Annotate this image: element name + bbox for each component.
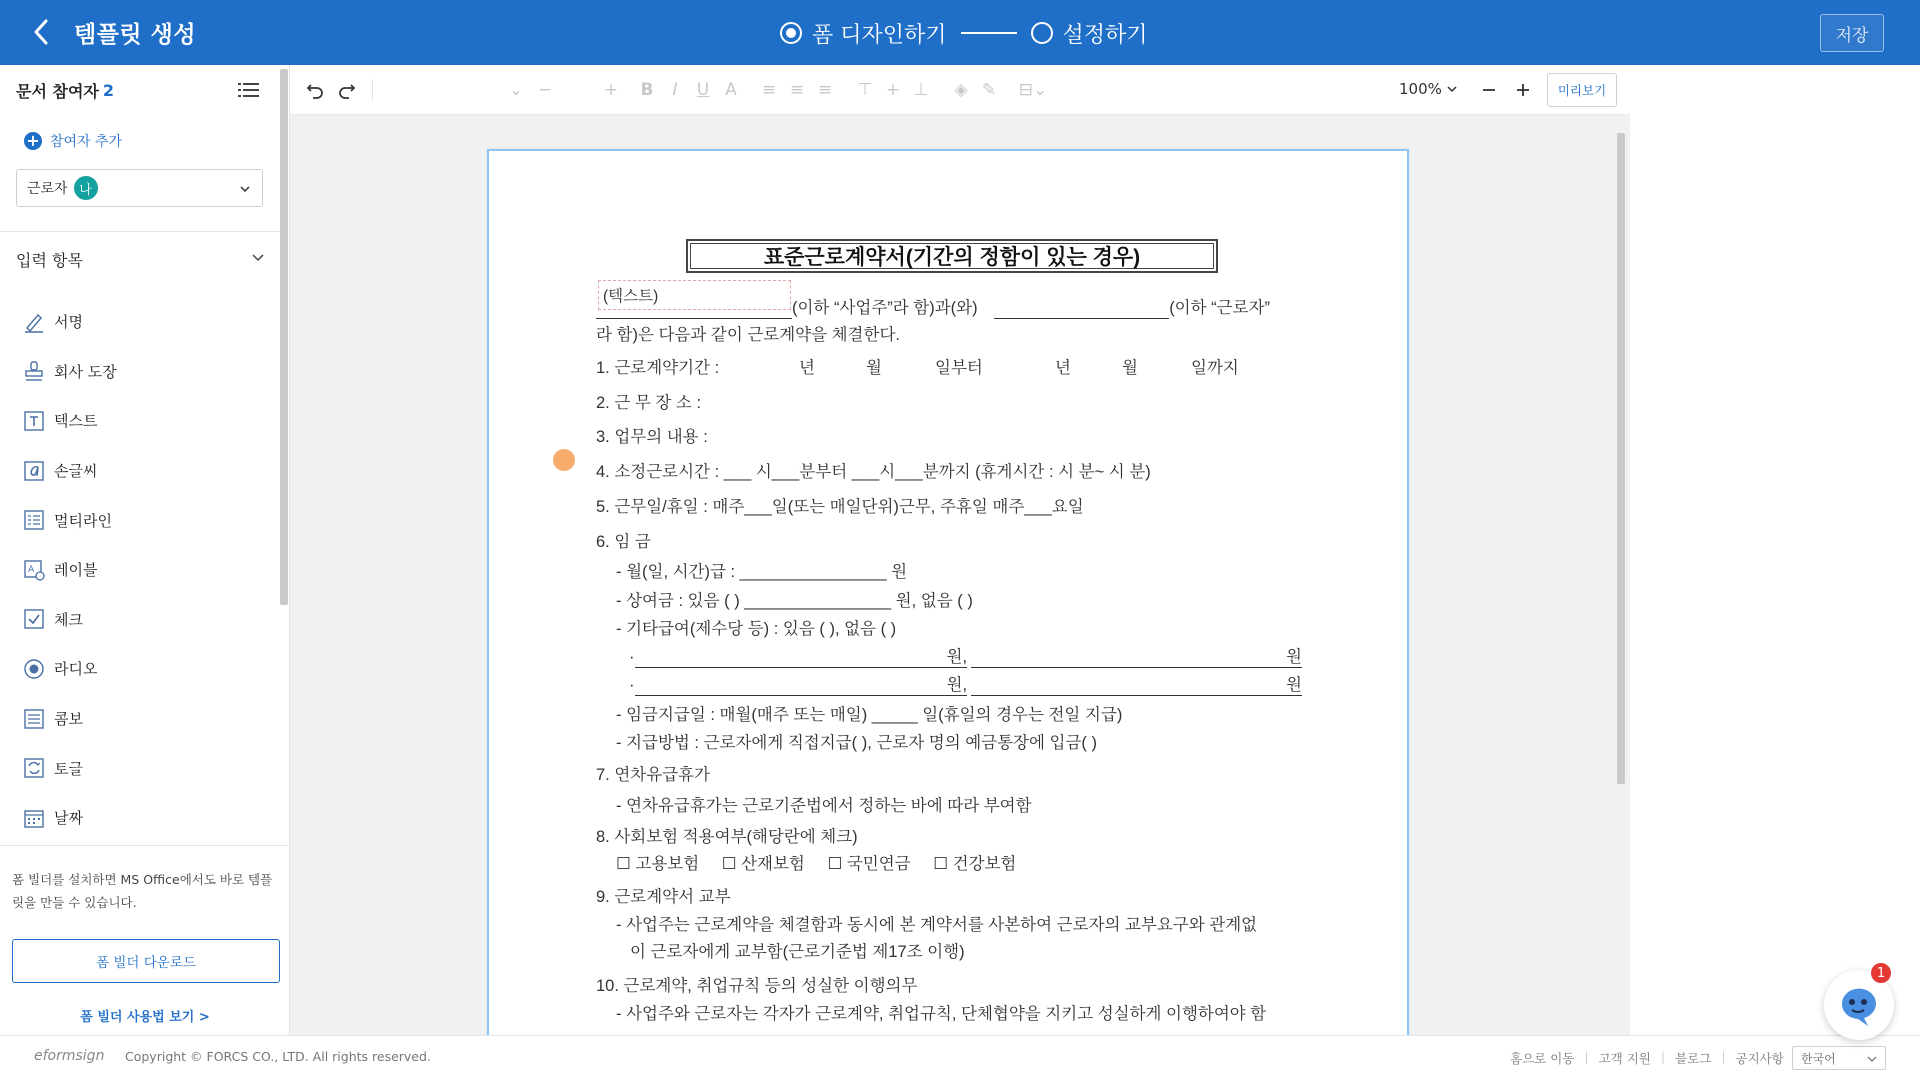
editor-toolbar	[290, 65, 1630, 115]
canvas-scrollbar[interactable]	[1616, 123, 1626, 1033]
item-text: 일까지	[1191, 359, 1239, 377]
item-7: 7. 연차유급휴가	[596, 766, 710, 784]
radio-selected-icon	[780, 22, 802, 44]
item-4: 4. 소정근로시간 : ___ 시___분부터 ___시___분까지 (휴게시간 : 시 분~ 시 분)	[596, 463, 1151, 481]
text-input-field[interactable]: (텍스트)	[598, 280, 791, 310]
chevron-down-icon	[1446, 84, 1458, 94]
field-label-item[interactable]	[22, 545, 117, 595]
divider	[0, 231, 280, 232]
item-text: 월	[866, 359, 882, 377]
intro-line-1	[596, 294, 1270, 319]
intro-text: (이하 “사업주”라 함)과(와)	[792, 299, 978, 317]
document-canvas	[290, 115, 1630, 1035]
form-builder-usage-link[interactable]: 폼 빌더 사용법 보기 >	[80, 1010, 210, 1025]
field-checkbox[interactable]	[22, 595, 117, 645]
item-5: 5. 근무일/휴일 : 매주___일(또는 매일단위)근무, 주휴일 매주___요일	[596, 498, 1084, 516]
field-label: 서명	[54, 313, 83, 332]
field-multiline[interactable]	[22, 495, 117, 545]
step-label: 설정하기	[1062, 22, 1148, 48]
stamp-icon	[22, 359, 46, 383]
add-participant-label: 참여자 추가	[50, 134, 123, 150]
add-participant-button[interactable]	[24, 131, 122, 151]
field-company-stamp[interactable]	[22, 347, 117, 397]
font-size-increase-icon[interactable]: +	[603, 80, 619, 100]
field-label: 레이블	[54, 561, 98, 580]
font-size-decrease-icon[interactable]: −	[537, 80, 553, 100]
label-icon	[22, 558, 46, 582]
preview-button[interactable]: 미리보기	[1547, 73, 1617, 107]
field-label: 회사 도장	[54, 362, 117, 381]
underline-icon[interactable]: U	[696, 80, 710, 100]
valign-middle-icon[interactable]: +	[885, 80, 901, 100]
field-radio[interactable]	[22, 644, 117, 694]
zoom-in-icon[interactable]	[1512, 79, 1534, 101]
step-label: 폼 디자인하기	[812, 22, 947, 48]
item-10-a: - 사업주와 근로자는 각자가 근로계약, 취업규칙, 단체협약을 지키고 성실하게 이행하여야 함	[616, 1005, 1267, 1023]
list-view-icon[interactable]	[238, 81, 260, 99]
undo-icon[interactable]	[304, 79, 326, 101]
item-1	[596, 354, 719, 378]
zoom-out-icon[interactable]	[1478, 79, 1500, 101]
item-text: 년	[799, 359, 815, 377]
item-6: 6. 임 금	[596, 533, 651, 551]
fill-color-icon[interactable]: ◈	[954, 80, 968, 100]
toolbar-separator	[372, 79, 373, 101]
participant-badge: 나	[74, 176, 98, 200]
intro-line-2: 라 함)은 다음과 같이 근로계약을 체결한다.	[596, 326, 900, 344]
form-builder-download-button[interactable]: 폼 빌더 다운로드	[12, 939, 280, 983]
font-color-icon[interactable]: A	[725, 80, 737, 100]
top-header	[0, 0, 1920, 65]
field-label: 라디오	[54, 660, 98, 679]
won-text: 원,	[947, 643, 968, 668]
border-style-icon[interactable]: ⊟⌄	[1018, 80, 1048, 100]
footer-link-home[interactable]: 홈으로 이동	[1510, 1051, 1575, 1066]
participant-dropdown[interactable]	[16, 169, 263, 207]
signature-pen-icon	[22, 310, 46, 334]
participants-label: 문서 참여자	[16, 82, 99, 101]
field-text[interactable]	[22, 396, 117, 446]
field-handwriting[interactable]	[22, 446, 117, 496]
checkbox-icon	[22, 607, 46, 631]
redo-icon[interactable]	[336, 79, 358, 101]
step-connector	[961, 32, 1017, 34]
zoom-value: 100%	[1399, 80, 1442, 98]
copyright-text: Copyright © FORCS CO., LTD. All rights reserved.	[125, 1049, 431, 1064]
chevron-down-icon	[1867, 1055, 1877, 1063]
input-items-header[interactable]	[16, 248, 83, 271]
back-arrow-icon[interactable]	[26, 15, 56, 49]
footer-links: 홈으로 이동 | 고객 지원 | 블로그 | 공지사항	[1510, 1049, 1784, 1066]
item-9-b: 이 근로자에게 교부함(근로기준법 제17조 이행)	[630, 943, 965, 961]
field-toggle[interactable]	[22, 743, 117, 793]
item-6-a: - 월(일, 시간)급 : ________________ 원	[616, 563, 908, 581]
field-label: 체크	[54, 610, 83, 629]
item-2: 2. 근 무 장 소 :	[596, 394, 702, 412]
footer	[0, 1035, 1920, 1080]
won-text: 원	[1286, 671, 1302, 696]
item-6-e: - 지급방법 : 근로자에게 직접지급( ), 근로자 명의 예금통장에 입금( )	[616, 734, 1097, 752]
field-label: 텍스트	[54, 412, 98, 431]
left-sidebar	[0, 65, 290, 1035]
step-form-design[interactable]	[780, 18, 947, 49]
insurance-options	[616, 850, 1016, 874]
item-6-b: - 상여금 : 있음 ( ) ________________ 원, 없음 ( )	[616, 592, 973, 610]
won-text: 원,	[947, 671, 968, 696]
field-label: 멀티라인	[54, 511, 112, 530]
item-text: 월	[1122, 359, 1138, 377]
input-items-label: 입력 항목	[16, 251, 83, 270]
align-center-icon[interactable]: ≡	[789, 80, 805, 100]
field-date[interactable]	[22, 793, 117, 843]
document-title: 표준근로계약서(기간의 정함이 있는 경우)	[686, 239, 1218, 273]
plus-circle-icon: +	[24, 132, 42, 150]
font-dropdown-chevron-icon[interactable]: ⌄	[508, 80, 524, 100]
valign-bottom-icon[interactable]: ⊥	[913, 80, 929, 100]
align-right-icon[interactable]: ≡	[817, 80, 833, 100]
calendar-icon	[22, 806, 46, 830]
item-text: 1. 근로계약기간 :	[596, 359, 720, 377]
multiline-icon	[22, 508, 46, 532]
form-builder-notice: 폼 빌더를 설치하면 MS Office에서도 바로 템플릿을 만들 수 있습니다.	[12, 872, 273, 910]
item-text: 일부터	[935, 359, 983, 377]
radio-empty-icon	[1031, 22, 1053, 44]
zoom-dropdown[interactable]	[1399, 80, 1458, 98]
save-button[interactable]: 저장	[1820, 14, 1884, 52]
chevron-down-icon[interactable]	[252, 252, 264, 262]
insurance-checkbox[interactable]: ☐ 고용보험	[616, 855, 700, 873]
combo-icon	[22, 707, 46, 731]
participant-name: 근로자	[27, 181, 68, 197]
wage-row-1: · 원, 원	[629, 643, 1302, 668]
italic-icon[interactable]: I	[672, 80, 678, 100]
text-t-icon	[22, 409, 46, 433]
handwriting-icon	[22, 459, 46, 483]
participants-count: 2	[102, 81, 114, 100]
toggle-icon	[22, 756, 46, 780]
participants-header	[16, 79, 114, 102]
field-label: 콤보	[54, 710, 83, 729]
won-text: 원	[1286, 643, 1302, 668]
cursor-indicator	[553, 449, 575, 471]
item-3: 3. 업무의 내용 :	[596, 428, 708, 446]
field-label: 날짜	[54, 809, 83, 828]
field-signature[interactable]	[22, 297, 117, 347]
insurance-checkbox[interactable]: ☐ 산재보험	[721, 855, 805, 873]
bold-icon[interactable]: B	[640, 80, 654, 100]
align-left-icon[interactable]: ≡	[761, 80, 777, 100]
insurance-checkbox[interactable]: ☐ 국민연금	[827, 855, 911, 873]
step-settings[interactable]	[1031, 18, 1148, 49]
wage-row-2: · 원, 원	[629, 671, 1302, 696]
sidebar-bottom	[0, 845, 290, 1035]
item-text: 년	[1055, 359, 1071, 377]
svg-text:A: A	[28, 564, 35, 575]
sidebar-scrollbar[interactable]	[280, 69, 288, 845]
field-label: 손글씨	[54, 462, 98, 481]
item-6-c: - 기타급여(제수당 등) : 있음 ( ), 없음 ( )	[616, 620, 897, 638]
language-select[interactable]	[1792, 1046, 1886, 1070]
chevron-down-icon	[240, 184, 250, 194]
footer-link-notice[interactable]: 공지사항	[1735, 1051, 1784, 1066]
eformsign-logo: eformsign	[34, 1048, 105, 1064]
footer-link-blog[interactable]: 블로그	[1675, 1051, 1712, 1066]
item-6-d: - 임금지급일 : 매월(매주 또는 매일) _____ 일(휴일의 경우는 전일 지급)	[616, 706, 1123, 724]
page-title: 템플릿 생성	[74, 22, 197, 48]
item-9: 9. 근로계약서 교부	[596, 888, 731, 906]
intro-text: (이하 “근로자”	[1169, 299, 1270, 317]
field-combo[interactable]	[22, 694, 117, 744]
item-7-a: - 연차유급휴가는 근로기준법에서 정하는 바에 따라 부여함	[616, 797, 1032, 815]
language-value: 한국어	[1801, 1051, 1836, 1066]
footer-link-support[interactable]: 고객 지원	[1598, 1051, 1651, 1066]
field-list	[22, 297, 117, 843]
item-9-a: - 사업주는 근로계약을 체결함과 동시에 본 계약서를 사본하여 근로자의 교부요구와 관계없	[616, 916, 1258, 934]
radio-icon	[22, 657, 46, 681]
document-page	[487, 149, 1409, 1035]
step-indicator	[780, 16, 1148, 50]
chat-notification-badge: 1	[1869, 961, 1893, 985]
field-label: 토글	[54, 759, 83, 778]
item-8: 8. 사회보험 적용여부(해당란에 체크)	[596, 828, 858, 846]
item-10: 10. 근로계약, 취업규칙 등의 성실한 이행의무	[596, 977, 918, 995]
valign-top-icon[interactable]: ⊤	[857, 80, 873, 100]
border-color-icon[interactable]: ✎	[981, 80, 997, 100]
insurance-checkbox[interactable]: ☐ 건강보험	[933, 855, 1017, 873]
